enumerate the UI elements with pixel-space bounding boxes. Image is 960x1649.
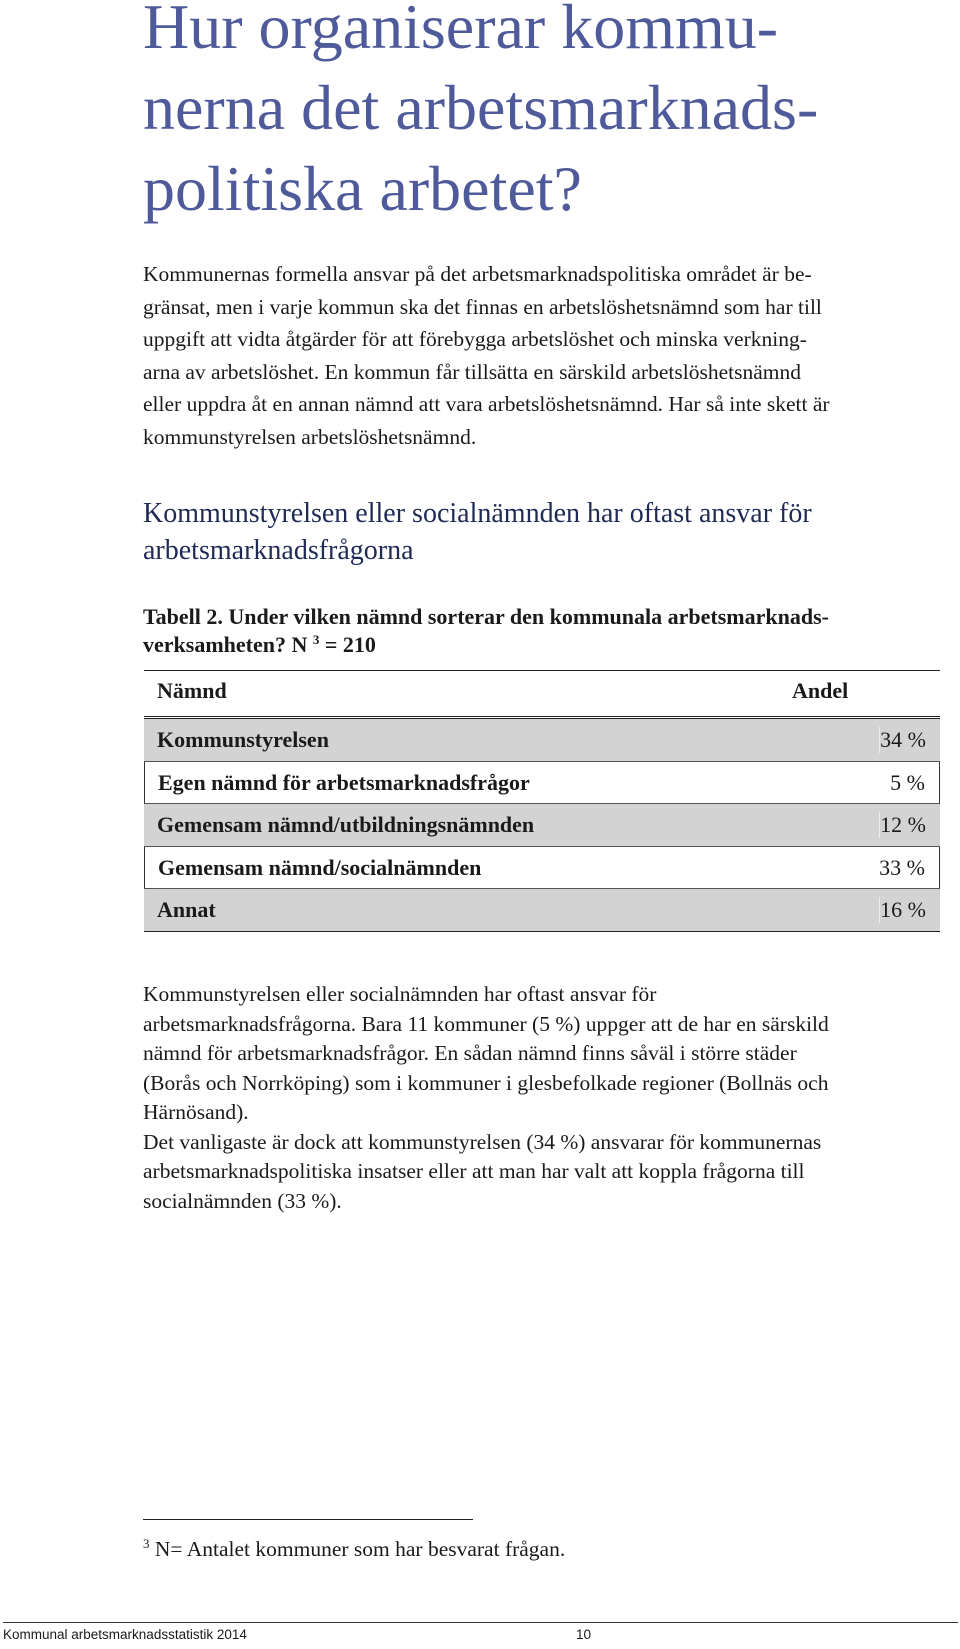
page-footer: [3, 1624, 953, 1646]
table-header: [144, 670, 940, 719]
heading-line: Kommunstyrelsen eller socialnämnden har oftast ansvar för: [143, 498, 812, 529]
text-line: arna av arbetslöshet. En kommun får tillsätta en särskild arbetslöshetsnämnd: [143, 359, 801, 384]
text-line: uppgift att vidta åtgärder för att förebygga arbetslöshet och minska verkning-: [143, 327, 807, 351]
text-line: socialnämnden (33 %).: [143, 1188, 342, 1213]
title-line: nerna det arbetsmarknads-: [143, 72, 819, 143]
text-line: arbetsmarknadsfrågorna. Bara 11 kommuner (5 %) uppger att de har en särskild: [143, 1011, 829, 1036]
text-line: Härnösand).: [143, 1100, 249, 1124]
row-value: 16 %: [880, 897, 926, 922]
footnote: [143, 1535, 843, 1563]
table-row: [144, 889, 940, 932]
page-number: 10: [576, 1627, 592, 1642]
data-table: [144, 670, 940, 932]
table-caption: [143, 603, 943, 659]
row-value: 34 %: [880, 727, 926, 752]
caption-n-value: = 210: [324, 632, 376, 657]
caption-text: verksamheten?: [143, 632, 286, 657]
row-name: Gemensam nämnd/utbildningsnämnden: [157, 812, 535, 837]
row-value: 5 %: [890, 770, 925, 795]
body-paragraph: [143, 980, 943, 1216]
caption-line: [143, 631, 943, 659]
footer-divider: [3, 1622, 958, 1623]
table-row: [144, 719, 940, 762]
caption-line: Tabell 2. Under vilken nämnd sorterar den kommunala arbetsmarknads-: [143, 604, 829, 629]
footnote-divider: [143, 1519, 473, 1520]
text-line: gränsat, men i varje kommun ska det finnas en arbetslöshetsnämnd som har till: [143, 294, 822, 319]
caption-n: N: [291, 632, 308, 657]
page-title: [143, 0, 923, 229]
row-name: Gemensam nämnd/socialnämnden: [158, 855, 482, 880]
section-heading: [143, 495, 943, 569]
intro-paragraph: [143, 258, 943, 453]
footnote-reference[interactable]: 3: [312, 632, 320, 647]
row-name: Kommunstyrelsen: [157, 727, 329, 752]
table-row: [144, 804, 940, 847]
text-line: kommunstyrelsen arbetslöshetsnämnd.: [143, 424, 477, 449]
text-line: (Borås och Norrköping) som i kommuner i glesbefolkade regioner (Bollnäs och: [143, 1070, 829, 1095]
text-line: nämnd för arbetsmarknadsfrågor. En sådan nämnd finns såväl i större städer: [143, 1041, 797, 1065]
footnote-text: N= Antalet kommuner som har besvarat frågan.: [154, 1537, 566, 1561]
table-row: [144, 762, 940, 804]
title-line: Hur organiserar kommu-: [143, 0, 779, 62]
text-line: Kommunernas formella ansvar på det arbetsmarknadspolitiska området är be-: [143, 262, 812, 286]
footnote-marker: 3: [143, 1536, 150, 1551]
text-line: Det vanligaste är dock att kommunstyrelsen (34 %) ansvarar för kommunernas: [143, 1129, 822, 1154]
footer-publication-title: Kommunal arbetsmarknadsstatistik 2014: [3, 1627, 247, 1642]
column-header-namnd: Nämnd: [157, 678, 227, 703]
column-header-andel: Andel: [792, 678, 849, 703]
table-row: [144, 847, 940, 889]
row-value: 33 %: [879, 855, 925, 880]
row-name: Annat: [157, 897, 216, 922]
text-line: eller uppdra åt en annan nämnd att vara arbetslöshetsnämnd. Har så inte skett är: [143, 392, 830, 416]
text-line: Kommunstyrelsen eller socialnämnden har oftast ansvar för: [143, 982, 657, 1006]
row-value: 12 %: [880, 812, 926, 837]
heading-line: arbetsmarknadsfrågorna: [143, 535, 414, 566]
text-line: arbetsmarknadspolitiska insatser eller att man har valt att koppla frågorna till: [143, 1159, 805, 1183]
title-line: politiska arbetet?: [143, 153, 582, 224]
row-name: Egen nämnd för arbetsmarknadsfrågor: [158, 770, 530, 795]
